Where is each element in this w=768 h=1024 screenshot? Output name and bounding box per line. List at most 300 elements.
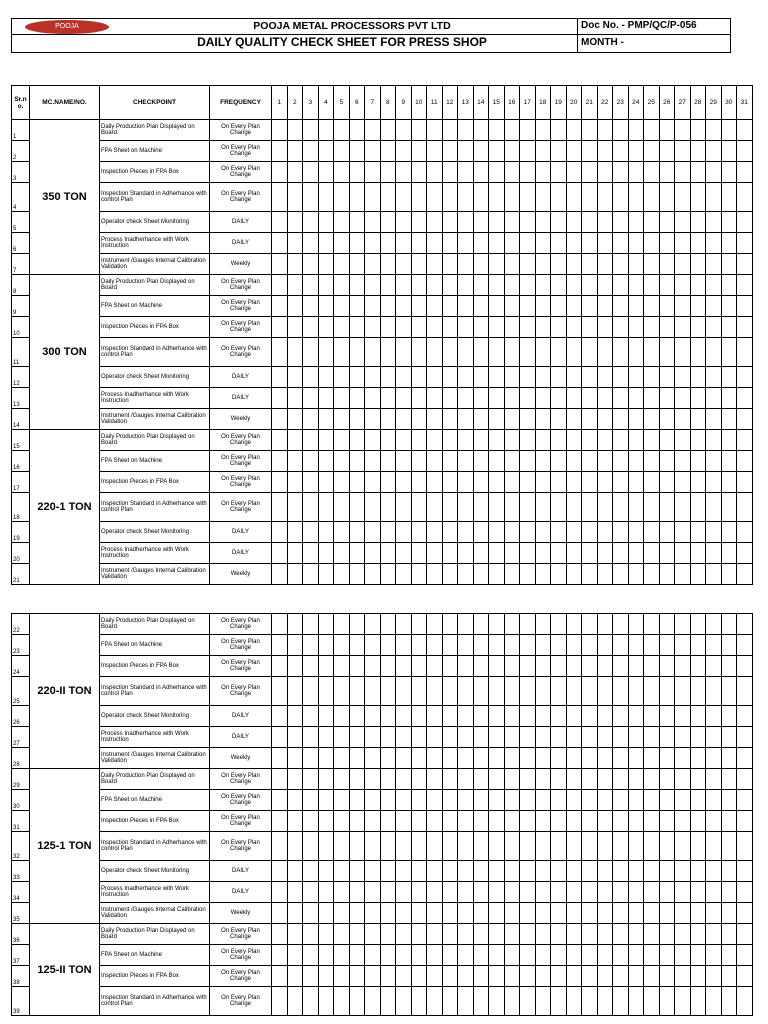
day-cell-5[interactable] [334, 522, 350, 543]
day-cell-10[interactable] [411, 924, 427, 945]
day-cell-29[interactable] [706, 254, 722, 275]
day-cell-5[interactable] [334, 635, 350, 656]
day-cell-6[interactable] [349, 614, 365, 635]
day-cell-23[interactable] [613, 451, 629, 472]
day-cell-28[interactable] [690, 296, 706, 317]
day-cell-22[interactable] [597, 388, 613, 409]
day-cell-8[interactable] [380, 522, 396, 543]
day-cell-4[interactable] [318, 861, 334, 882]
day-cell-18[interactable] [535, 317, 551, 338]
day-cell-29[interactable] [706, 966, 722, 987]
day-cell-14[interactable] [473, 987, 489, 1016]
day-cell-25[interactable] [644, 706, 660, 727]
day-cell-30[interactable] [721, 656, 737, 677]
day-cell-29[interactable] [706, 882, 722, 903]
day-cell-28[interactable] [690, 748, 706, 769]
day-cell-10[interactable] [411, 635, 427, 656]
day-cell-8[interactable] [380, 811, 396, 832]
day-cell-6[interactable] [349, 811, 365, 832]
day-cell-3[interactable] [303, 409, 319, 430]
day-cell-19[interactable] [551, 706, 567, 727]
day-cell-18[interactable] [535, 811, 551, 832]
day-cell-7[interactable] [365, 430, 381, 451]
day-cell-7[interactable] [365, 388, 381, 409]
day-cell-24[interactable] [628, 790, 644, 811]
day-cell-18[interactable] [535, 120, 551, 141]
day-cell-14[interactable] [473, 183, 489, 212]
day-cell-29[interactable] [706, 543, 722, 564]
day-cell-7[interactable] [365, 275, 381, 296]
day-cell-17[interactable] [520, 296, 536, 317]
day-cell-19[interactable] [551, 748, 567, 769]
day-cell-7[interactable] [365, 635, 381, 656]
day-cell-27[interactable] [675, 254, 691, 275]
day-cell-17[interactable] [520, 677, 536, 706]
day-cell-14[interactable] [473, 120, 489, 141]
day-cell-12[interactable] [442, 409, 458, 430]
day-cell-27[interactable] [675, 987, 691, 1016]
day-cell-7[interactable] [365, 212, 381, 233]
day-cell-1[interactable] [272, 296, 288, 317]
day-cell-18[interactable] [535, 141, 551, 162]
day-cell-30[interactable] [721, 430, 737, 451]
day-cell-29[interactable] [706, 706, 722, 727]
day-cell-2[interactable] [287, 656, 303, 677]
day-cell-18[interactable] [535, 472, 551, 493]
day-cell-26[interactable] [659, 162, 675, 183]
day-cell-4[interactable] [318, 790, 334, 811]
day-cell-7[interactable] [365, 903, 381, 924]
day-cell-13[interactable] [458, 451, 474, 472]
day-cell-23[interactable] [613, 748, 629, 769]
day-cell-25[interactable] [644, 212, 660, 233]
day-cell-24[interactable] [628, 706, 644, 727]
day-cell-25[interactable] [644, 832, 660, 861]
day-cell-21[interactable] [582, 120, 598, 141]
day-cell-6[interactable] [349, 522, 365, 543]
day-cell-1[interactable] [272, 748, 288, 769]
day-cell-19[interactable] [551, 987, 567, 1016]
day-cell-8[interactable] [380, 543, 396, 564]
day-cell-21[interactable] [582, 183, 598, 212]
day-cell-26[interactable] [659, 903, 675, 924]
day-cell-17[interactable] [520, 790, 536, 811]
day-cell-20[interactable] [566, 233, 582, 254]
day-cell-6[interactable] [349, 790, 365, 811]
day-cell-23[interactable] [613, 564, 629, 585]
day-cell-8[interactable] [380, 233, 396, 254]
day-cell-20[interactable] [566, 472, 582, 493]
day-cell-31[interactable] [737, 409, 753, 430]
day-cell-9[interactable] [396, 409, 412, 430]
day-cell-9[interactable] [396, 254, 412, 275]
day-cell-28[interactable] [690, 790, 706, 811]
day-cell-1[interactable] [272, 141, 288, 162]
day-cell-28[interactable] [690, 832, 706, 861]
day-cell-7[interactable] [365, 924, 381, 945]
day-cell-21[interactable] [582, 233, 598, 254]
day-cell-3[interactable] [303, 811, 319, 832]
day-cell-8[interactable] [380, 338, 396, 367]
day-cell-17[interactable] [520, 656, 536, 677]
day-cell-6[interactable] [349, 388, 365, 409]
day-cell-29[interactable] [706, 748, 722, 769]
day-cell-18[interactable] [535, 706, 551, 727]
day-cell-25[interactable] [644, 861, 660, 882]
day-cell-31[interactable] [737, 183, 753, 212]
day-cell-5[interactable] [334, 903, 350, 924]
day-cell-26[interactable] [659, 543, 675, 564]
day-cell-29[interactable] [706, 183, 722, 212]
day-cell-10[interactable] [411, 162, 427, 183]
day-cell-27[interactable] [675, 233, 691, 254]
day-cell-3[interactable] [303, 882, 319, 903]
day-cell-12[interactable] [442, 924, 458, 945]
day-cell-13[interactable] [458, 388, 474, 409]
day-cell-23[interactable] [613, 882, 629, 903]
day-cell-14[interactable] [473, 296, 489, 317]
day-cell-10[interactable] [411, 945, 427, 966]
day-cell-21[interactable] [582, 317, 598, 338]
day-cell-3[interactable] [303, 706, 319, 727]
day-cell-11[interactable] [427, 811, 443, 832]
day-cell-26[interactable] [659, 882, 675, 903]
day-cell-14[interactable] [473, 388, 489, 409]
day-cell-6[interactable] [349, 317, 365, 338]
day-cell-30[interactable] [721, 338, 737, 367]
day-cell-23[interactable] [613, 614, 629, 635]
day-cell-10[interactable] [411, 614, 427, 635]
day-cell-1[interactable] [272, 987, 288, 1016]
day-cell-11[interactable] [427, 769, 443, 790]
day-cell-1[interactable] [272, 451, 288, 472]
day-cell-12[interactable] [442, 966, 458, 987]
day-cell-10[interactable] [411, 677, 427, 706]
day-cell-18[interactable] [535, 275, 551, 296]
day-cell-30[interactable] [721, 903, 737, 924]
day-cell-23[interactable] [613, 162, 629, 183]
day-cell-30[interactable] [721, 832, 737, 861]
day-cell-11[interactable] [427, 338, 443, 367]
day-cell-11[interactable] [427, 635, 443, 656]
day-cell-2[interactable] [287, 614, 303, 635]
day-cell-31[interactable] [737, 543, 753, 564]
day-cell-5[interactable] [334, 388, 350, 409]
day-cell-14[interactable] [473, 317, 489, 338]
day-cell-12[interactable] [442, 543, 458, 564]
day-cell-14[interactable] [473, 727, 489, 748]
day-cell-25[interactable] [644, 987, 660, 1016]
day-cell-30[interactable] [721, 233, 737, 254]
day-cell-13[interactable] [458, 543, 474, 564]
day-cell-30[interactable] [721, 614, 737, 635]
day-cell-24[interactable] [628, 811, 644, 832]
day-cell-18[interactable] [535, 727, 551, 748]
day-cell-8[interactable] [380, 769, 396, 790]
day-cell-3[interactable] [303, 861, 319, 882]
day-cell-14[interactable] [473, 811, 489, 832]
day-cell-7[interactable] [365, 882, 381, 903]
day-cell-28[interactable] [690, 924, 706, 945]
day-cell-1[interactable] [272, 254, 288, 275]
day-cell-23[interactable] [613, 790, 629, 811]
day-cell-1[interactable] [272, 656, 288, 677]
day-cell-15[interactable] [489, 945, 505, 966]
day-cell-7[interactable] [365, 748, 381, 769]
day-cell-20[interactable] [566, 120, 582, 141]
day-cell-8[interactable] [380, 790, 396, 811]
day-cell-17[interactable] [520, 945, 536, 966]
day-cell-23[interactable] [613, 338, 629, 367]
day-cell-2[interactable] [287, 183, 303, 212]
day-cell-24[interactable] [628, 945, 644, 966]
day-cell-11[interactable] [427, 275, 443, 296]
day-cell-1[interactable] [272, 564, 288, 585]
day-cell-2[interactable] [287, 409, 303, 430]
day-cell-12[interactable] [442, 367, 458, 388]
day-cell-8[interactable] [380, 903, 396, 924]
day-cell-13[interactable] [458, 790, 474, 811]
day-cell-13[interactable] [458, 727, 474, 748]
day-cell-6[interactable] [349, 882, 365, 903]
day-cell-4[interactable] [318, 945, 334, 966]
day-cell-3[interactable] [303, 430, 319, 451]
day-cell-30[interactable] [721, 275, 737, 296]
day-cell-12[interactable] [442, 254, 458, 275]
day-cell-21[interactable] [582, 543, 598, 564]
day-cell-2[interactable] [287, 748, 303, 769]
day-cell-5[interactable] [334, 493, 350, 522]
day-cell-1[interactable] [272, 522, 288, 543]
day-cell-31[interactable] [737, 790, 753, 811]
day-cell-17[interactable] [520, 233, 536, 254]
day-cell-24[interactable] [628, 388, 644, 409]
day-cell-26[interactable] [659, 706, 675, 727]
day-cell-15[interactable] [489, 212, 505, 233]
day-cell-2[interactable] [287, 727, 303, 748]
day-cell-8[interactable] [380, 987, 396, 1016]
day-cell-2[interactable] [287, 162, 303, 183]
day-cell-17[interactable] [520, 727, 536, 748]
day-cell-14[interactable] [473, 212, 489, 233]
day-cell-20[interactable] [566, 430, 582, 451]
day-cell-24[interactable] [628, 635, 644, 656]
day-cell-20[interactable] [566, 635, 582, 656]
day-cell-12[interactable] [442, 769, 458, 790]
day-cell-22[interactable] [597, 832, 613, 861]
day-cell-19[interactable] [551, 183, 567, 212]
day-cell-20[interactable] [566, 317, 582, 338]
day-cell-5[interactable] [334, 409, 350, 430]
day-cell-8[interactable] [380, 162, 396, 183]
day-cell-13[interactable] [458, 706, 474, 727]
day-cell-27[interactable] [675, 882, 691, 903]
day-cell-8[interactable] [380, 212, 396, 233]
day-cell-11[interactable] [427, 924, 443, 945]
day-cell-19[interactable] [551, 945, 567, 966]
day-cell-7[interactable] [365, 120, 381, 141]
day-cell-4[interactable] [318, 451, 334, 472]
day-cell-11[interactable] [427, 388, 443, 409]
day-cell-20[interactable] [566, 903, 582, 924]
day-cell-18[interactable] [535, 338, 551, 367]
day-cell-23[interactable] [613, 706, 629, 727]
day-cell-30[interactable] [721, 141, 737, 162]
day-cell-5[interactable] [334, 141, 350, 162]
day-cell-2[interactable] [287, 367, 303, 388]
day-cell-27[interactable] [675, 430, 691, 451]
day-cell-24[interactable] [628, 472, 644, 493]
day-cell-7[interactable] [365, 367, 381, 388]
day-cell-28[interactable] [690, 141, 706, 162]
day-cell-19[interactable] [551, 141, 567, 162]
day-cell-16[interactable] [504, 472, 520, 493]
day-cell-15[interactable] [489, 748, 505, 769]
day-cell-16[interactable] [504, 748, 520, 769]
day-cell-4[interactable] [318, 564, 334, 585]
day-cell-11[interactable] [427, 183, 443, 212]
day-cell-25[interactable] [644, 162, 660, 183]
day-cell-10[interactable] [411, 543, 427, 564]
day-cell-18[interactable] [535, 388, 551, 409]
day-cell-17[interactable] [520, 451, 536, 472]
day-cell-7[interactable] [365, 522, 381, 543]
day-cell-9[interactable] [396, 832, 412, 861]
day-cell-12[interactable] [442, 296, 458, 317]
day-cell-13[interactable] [458, 656, 474, 677]
day-cell-18[interactable] [535, 409, 551, 430]
day-cell-22[interactable] [597, 677, 613, 706]
day-cell-31[interactable] [737, 966, 753, 987]
day-cell-6[interactable] [349, 656, 365, 677]
day-cell-31[interactable] [737, 233, 753, 254]
day-cell-28[interactable] [690, 677, 706, 706]
day-cell-30[interactable] [721, 472, 737, 493]
day-cell-6[interactable] [349, 338, 365, 367]
day-cell-3[interactable] [303, 367, 319, 388]
day-cell-24[interactable] [628, 430, 644, 451]
day-cell-21[interactable] [582, 296, 598, 317]
day-cell-3[interactable] [303, 564, 319, 585]
day-cell-10[interactable] [411, 120, 427, 141]
day-cell-24[interactable] [628, 727, 644, 748]
day-cell-22[interactable] [597, 296, 613, 317]
day-cell-20[interactable] [566, 832, 582, 861]
day-cell-17[interactable] [520, 409, 536, 430]
day-cell-8[interactable] [380, 430, 396, 451]
day-cell-11[interactable] [427, 903, 443, 924]
day-cell-26[interactable] [659, 727, 675, 748]
day-cell-26[interactable] [659, 832, 675, 861]
day-cell-5[interactable] [334, 748, 350, 769]
day-cell-13[interactable] [458, 614, 474, 635]
day-cell-24[interactable] [628, 924, 644, 945]
day-cell-8[interactable] [380, 451, 396, 472]
day-cell-31[interactable] [737, 254, 753, 275]
day-cell-5[interactable] [334, 451, 350, 472]
day-cell-22[interactable] [597, 924, 613, 945]
day-cell-20[interactable] [566, 451, 582, 472]
day-cell-31[interactable] [737, 635, 753, 656]
day-cell-15[interactable] [489, 162, 505, 183]
day-cell-10[interactable] [411, 183, 427, 212]
day-cell-5[interactable] [334, 430, 350, 451]
day-cell-10[interactable] [411, 388, 427, 409]
day-cell-19[interactable] [551, 451, 567, 472]
day-cell-6[interactable] [349, 409, 365, 430]
day-cell-5[interactable] [334, 120, 350, 141]
day-cell-1[interactable] [272, 790, 288, 811]
day-cell-9[interactable] [396, 233, 412, 254]
day-cell-1[interactable] [272, 183, 288, 212]
day-cell-27[interactable] [675, 966, 691, 987]
day-cell-17[interactable] [520, 254, 536, 275]
day-cell-25[interactable] [644, 275, 660, 296]
day-cell-20[interactable] [566, 769, 582, 790]
day-cell-5[interactable] [334, 727, 350, 748]
day-cell-4[interactable] [318, 409, 334, 430]
day-cell-11[interactable] [427, 162, 443, 183]
day-cell-29[interactable] [706, 945, 722, 966]
day-cell-1[interactable] [272, 472, 288, 493]
day-cell-14[interactable] [473, 861, 489, 882]
day-cell-18[interactable] [535, 614, 551, 635]
day-cell-30[interactable] [721, 212, 737, 233]
day-cell-16[interactable] [504, 924, 520, 945]
day-cell-25[interactable] [644, 790, 660, 811]
day-cell-2[interactable] [287, 811, 303, 832]
day-cell-14[interactable] [473, 430, 489, 451]
day-cell-9[interactable] [396, 493, 412, 522]
day-cell-16[interactable] [504, 656, 520, 677]
day-cell-9[interactable] [396, 677, 412, 706]
day-cell-26[interactable] [659, 966, 675, 987]
day-cell-24[interactable] [628, 903, 644, 924]
day-cell-30[interactable] [721, 677, 737, 706]
day-cell-5[interactable] [334, 790, 350, 811]
day-cell-21[interactable] [582, 338, 598, 367]
day-cell-3[interactable] [303, 317, 319, 338]
day-cell-1[interactable] [272, 769, 288, 790]
day-cell-13[interactable] [458, 924, 474, 945]
day-cell-13[interactable] [458, 635, 474, 656]
day-cell-15[interactable] [489, 811, 505, 832]
day-cell-25[interactable] [644, 141, 660, 162]
day-cell-15[interactable] [489, 861, 505, 882]
day-cell-22[interactable] [597, 162, 613, 183]
day-cell-6[interactable] [349, 141, 365, 162]
day-cell-16[interactable] [504, 120, 520, 141]
day-cell-22[interactable] [597, 141, 613, 162]
day-cell-31[interactable] [737, 275, 753, 296]
day-cell-18[interactable] [535, 183, 551, 212]
day-cell-18[interactable] [535, 677, 551, 706]
day-cell-6[interactable] [349, 254, 365, 275]
day-cell-19[interactable] [551, 966, 567, 987]
day-cell-15[interactable] [489, 388, 505, 409]
day-cell-5[interactable] [334, 945, 350, 966]
day-cell-18[interactable] [535, 769, 551, 790]
day-cell-24[interactable] [628, 233, 644, 254]
day-cell-8[interactable] [380, 727, 396, 748]
day-cell-4[interactable] [318, 727, 334, 748]
day-cell-31[interactable] [737, 388, 753, 409]
day-cell-8[interactable] [380, 120, 396, 141]
day-cell-22[interactable] [597, 493, 613, 522]
day-cell-26[interactable] [659, 748, 675, 769]
day-cell-6[interactable] [349, 162, 365, 183]
day-cell-9[interactable] [396, 472, 412, 493]
